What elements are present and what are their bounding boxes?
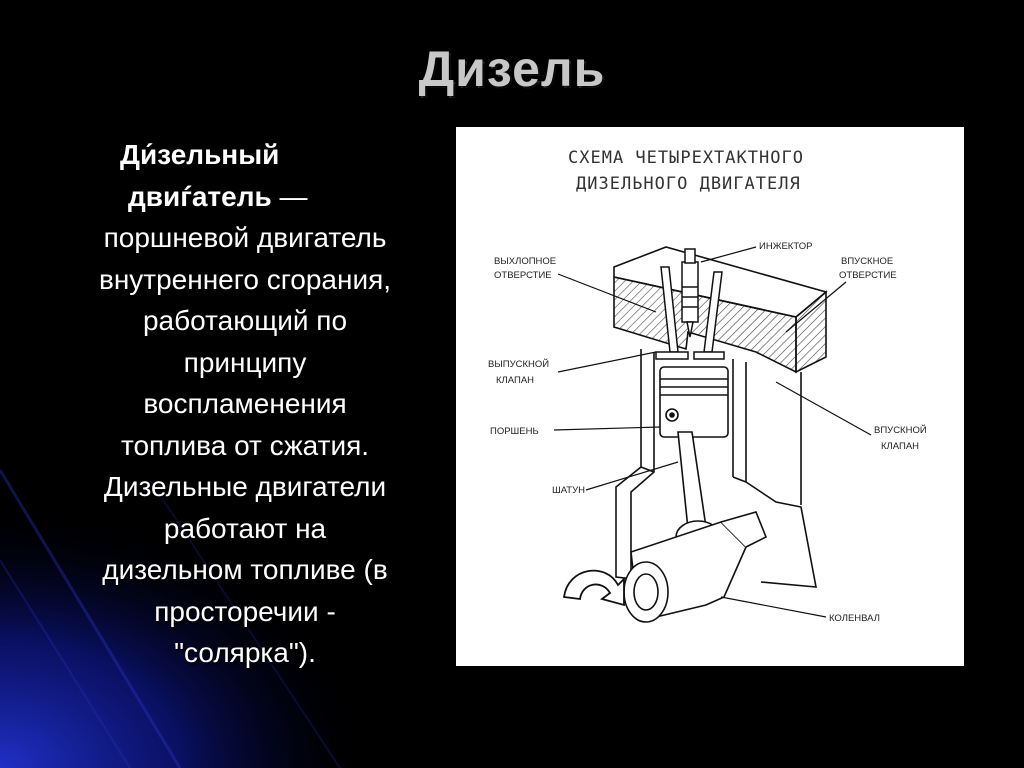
label-exhaust-port-1: ВЫХЛОПНОЕ [494,256,557,267]
label-conrod: ШАТУН [552,485,585,496]
body-line: "солярка"). [174,637,316,668]
engine-diagram [456,127,964,666]
body-line: принципу [183,346,307,378]
term-word-engine: двиѓатель [128,180,272,212]
term-line-1: Ди́зельный [120,139,280,170]
label-piston: ПОРШЕНЬ [490,426,539,437]
engine-diagram-svg [456,127,964,666]
term-line-2 [40,176,450,218]
body-line: внутреннего сгорания, [98,263,392,295]
label-intake-port-1: ВПУСКНОЕ [841,256,894,267]
body-line: поршневой двигатель [103,222,387,253]
rotation-arrow-icon [564,571,624,605]
diagram-title-line-2: ДИЗЕЛЬНОГО ДВИГАТЕЛЯ [576,174,801,194]
term-dash: — [271,180,308,212]
label-crankshaft: КОЛЕНВАЛ [829,613,880,624]
body-line: просторечии - [154,595,336,627]
label-intake-port-2: ОТВЕРСТИЕ [839,270,897,281]
diagram-title-line-1: СХЕМА ЧЕТЫРЕХТАКТНОГО [568,148,804,168]
body-line: Дизельные двигатели [103,471,387,502]
label-exhaust-valve-2: КЛАПАН [496,375,535,386]
body-line: воспламенения [143,388,347,419]
description-text [40,134,450,674]
label-intake-valve-1: ВПУСКНОЙ [874,425,927,436]
label-injector: ИНЖЕКТОР [759,241,813,252]
piston [660,367,728,437]
label-exhaust-valve-1: ВЫПУСКНОЙ [488,359,550,370]
label-exhaust-port-2: ОТВЕРСТИЕ [494,270,552,281]
body-line: дизельном топливе (в [102,554,388,585]
slide-title: Дизель [418,41,606,97]
body-line: работают на [163,512,327,544]
body-line: работающий по [142,305,348,336]
label-intake-valve-2: КЛАПАН [881,441,920,452]
body-line: топлива от сжатия. [120,429,370,461]
